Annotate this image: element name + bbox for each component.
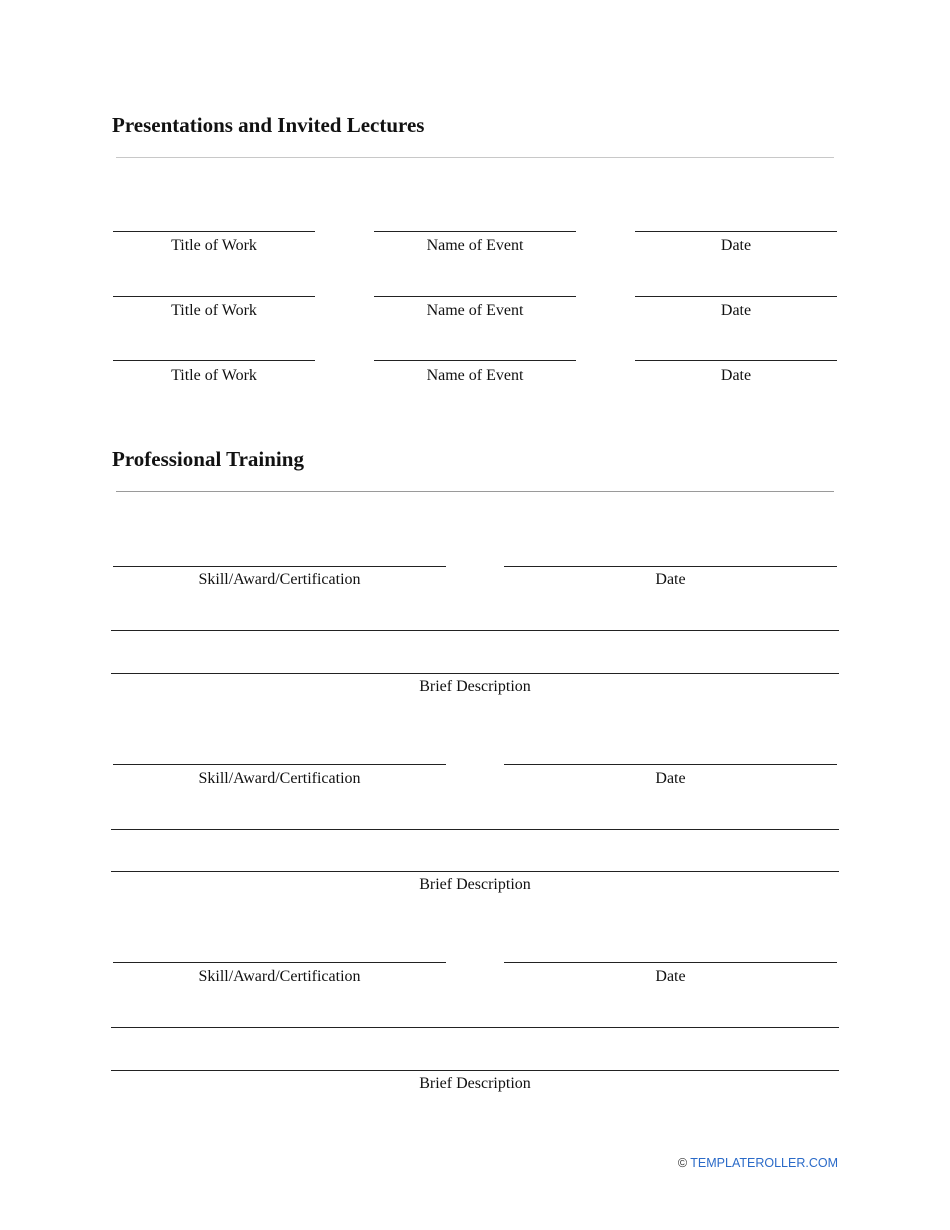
footer bbox=[678, 1156, 838, 1170]
date-label: Date bbox=[720, 237, 752, 254]
date-field[interactable] bbox=[504, 962, 837, 963]
description-field-line[interactable] bbox=[111, 1070, 839, 1071]
skill-field[interactable] bbox=[113, 764, 446, 765]
title-of-work-field[interactable] bbox=[113, 296, 315, 297]
section-title-presentations: Presentations and Invited Lectures bbox=[112, 113, 425, 137]
name-of-event-field[interactable] bbox=[374, 296, 576, 297]
name-of-event-label: Name of Event bbox=[426, 302, 524, 319]
description-field-line[interactable] bbox=[111, 829, 839, 830]
name-of-event-label: Name of Event bbox=[426, 367, 524, 384]
date-field[interactable] bbox=[504, 764, 837, 765]
date-label: Date bbox=[655, 770, 686, 787]
date-label: Date bbox=[655, 571, 686, 588]
title-of-work-field[interactable] bbox=[113, 231, 315, 232]
skill-field[interactable] bbox=[113, 962, 446, 963]
date-field[interactable] bbox=[635, 231, 837, 232]
section-divider bbox=[116, 157, 834, 158]
skill-label: Skill/Award/Certification bbox=[198, 968, 361, 985]
date-field[interactable] bbox=[504, 566, 837, 567]
name-of-event-label: Name of Event bbox=[426, 237, 524, 254]
description-field-line[interactable] bbox=[111, 673, 839, 674]
description-field-line[interactable] bbox=[111, 630, 839, 631]
name-of-event-field[interactable] bbox=[374, 231, 576, 232]
date-label: Date bbox=[720, 367, 752, 384]
skill-label: Skill/Award/Certification bbox=[198, 571, 361, 588]
description-label: Brief Description bbox=[419, 678, 531, 695]
description-label: Brief Description bbox=[419, 1075, 531, 1092]
title-of-work-label: Title of Work bbox=[171, 237, 257, 254]
date-field[interactable] bbox=[635, 296, 837, 297]
section-divider bbox=[116, 491, 834, 492]
description-field-line[interactable] bbox=[111, 871, 839, 872]
copyright-symbol: © bbox=[677, 1156, 688, 1170]
date-label: Date bbox=[720, 302, 752, 319]
date-label: Date bbox=[655, 968, 686, 985]
skill-field[interactable] bbox=[113, 566, 446, 567]
description-field-line[interactable] bbox=[111, 1027, 839, 1028]
name-of-event-field[interactable] bbox=[374, 360, 576, 361]
templateroller-link[interactable]: TEMPLATEROLLER.COM bbox=[690, 1156, 838, 1170]
date-field[interactable] bbox=[635, 360, 837, 361]
section-title-training: Professional Training bbox=[112, 447, 304, 471]
title-of-work-label: Title of Work bbox=[171, 367, 257, 384]
skill-label: Skill/Award/Certification bbox=[198, 770, 361, 787]
title-of-work-field[interactable] bbox=[113, 360, 315, 361]
title-of-work-label: Title of Work bbox=[171, 302, 257, 319]
description-label: Brief Description bbox=[419, 876, 531, 893]
